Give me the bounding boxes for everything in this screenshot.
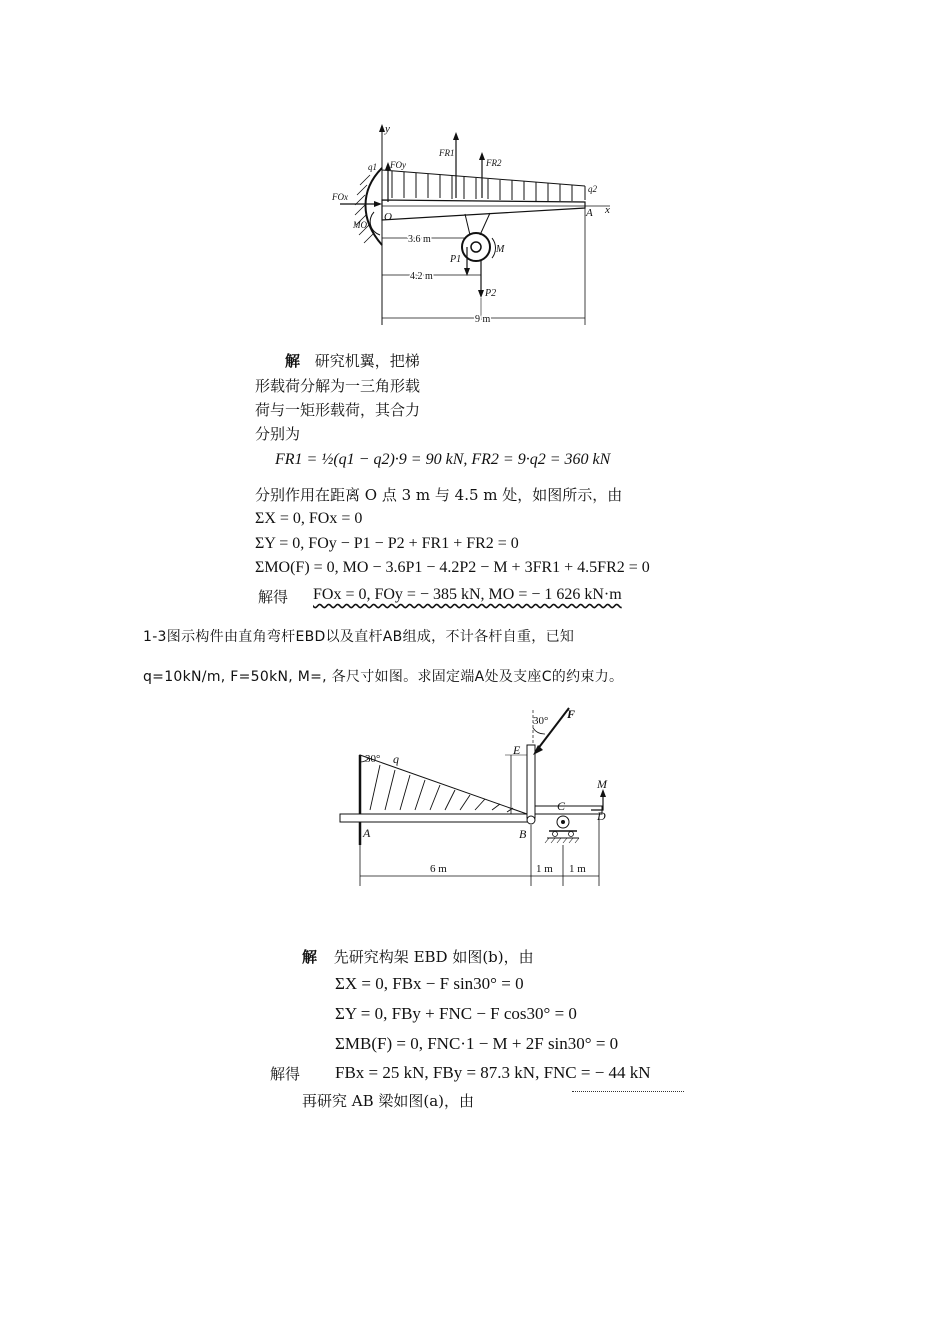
fig2-label-a: A <box>363 826 371 840</box>
fig1-label-m: M <box>496 244 505 255</box>
fig1-dim-36: 3.6 m <box>408 234 431 245</box>
solution2-solve-values: FBx = 25 kN, FBy = 87.3 kN, FNC = − 44 kN <box>335 1063 651 1082</box>
solution2-eq-x: ΣX = 0, FBx − F sin30° = 0 <box>335 974 524 993</box>
fig2-label-30a: 30° <box>365 753 381 765</box>
fig1-label-x: x <box>605 204 610 216</box>
wing-diagram <box>320 120 630 335</box>
fig1-label-p1: P1 <box>450 254 462 265</box>
solution1-line3: 荷与一矩形载荷，其合力 <box>255 401 421 419</box>
solution2-heading: 解 <box>302 948 318 966</box>
solution1-line1: 研究机翼，把梯 <box>314 352 420 370</box>
fig1-label-fr1: FR1 <box>439 148 455 158</box>
fig1-label-foy: FOy <box>390 160 406 170</box>
fig1-label-q2: q2 <box>588 184 597 194</box>
solution2-intro-row <box>302 946 534 968</box>
solution2-eq-y: ΣY = 0, FBy + FNC − F cos30° = 0 <box>335 1004 577 1023</box>
solution1-eq-y: ΣY = 0, FOy − P1 − P2 + FR1 + FR2 = 0 <box>255 535 519 552</box>
fig2-label-m: M <box>597 777 607 791</box>
fig2-label-f: F <box>567 707 576 721</box>
solution1-eq-m: ΣMO(F) = 0, MO − 3.6P1 − 4.2P2 − M + 3FR1 + 4.5FR2 = 0 <box>255 559 650 576</box>
solution1-eq-x: ΣX = 0, FOx = 0 <box>255 510 363 527</box>
fig1-label-mo: MO <box>353 220 367 230</box>
solution2-next: 再研究 AB 梁如图(a)，由 <box>302 1092 475 1110</box>
fig1-label-q1: q1 <box>368 162 377 172</box>
fig1-label-p2: P2 <box>485 288 497 299</box>
fig1-label-o: O <box>384 211 392 223</box>
solution2-intro: 先研究构架 EBD 如图(b)，由 <box>333 948 534 966</box>
fig2-label-e: E <box>513 743 521 757</box>
solution1-resultants: FR1 = ½(q1 − q2)·9 = 90 kN, FR2 = 9·q2 = 360 kN <box>275 451 611 468</box>
fig2-dim-1m-b: 1 m <box>569 863 586 875</box>
fig1-label-fox: FOx <box>332 192 348 202</box>
fig2-label-d: D <box>597 809 606 823</box>
solution1-solve-label: 解得 <box>258 588 289 606</box>
solution1-intro <box>255 350 420 372</box>
solution2-eq-m: ΣMB(F) = 0, FNC·1 − M + 2F sin30° = 0 <box>335 1034 619 1053</box>
fig2-label-30b: 30° <box>533 715 549 727</box>
fig2-dim-6m: 6 m <box>430 863 447 875</box>
fig1-label-fr2: FR2 <box>486 158 502 168</box>
problem-line2: q=10kN/m, F=50kN, M=, 各尺寸如图。求固定端A处及支座C的约束力。 <box>143 669 624 685</box>
fig2-label-q: q <box>393 752 399 766</box>
fig1-label-a: A <box>586 207 593 219</box>
solution2-solve-label: 解得 <box>270 1065 301 1083</box>
solution1-line4: 分别为 <box>255 425 301 443</box>
solution2-wavy-underline <box>572 1085 684 1092</box>
problem-line1: 1-3图示构件由直角弯杆EBD以及直杆AB组成，不计各杆自重，已知 <box>143 629 575 645</box>
fig2-label-b: B <box>519 827 527 841</box>
solution1-solve-values: FOx = 0, FOy = − 385 kN, MO = − 1 626 kN·m <box>313 586 622 603</box>
solution1-heading: 解 <box>285 352 301 370</box>
solution1-line5: 分别作用在距离 O 点 3 m 与 4.5 m 处，如图所示，由 <box>255 486 623 504</box>
fig1-dim-9: 9 m <box>475 314 491 325</box>
fig2-dim-1m-a: 1 m <box>536 863 553 875</box>
frame-diagram <box>335 700 625 892</box>
fig1-dim-42: 4.2 m <box>410 271 433 282</box>
fig1-label-y: y <box>385 123 390 135</box>
solution1-line2: 形载荷分解为一三角形载 <box>255 377 421 395</box>
fig2-label-c: C <box>557 799 566 813</box>
